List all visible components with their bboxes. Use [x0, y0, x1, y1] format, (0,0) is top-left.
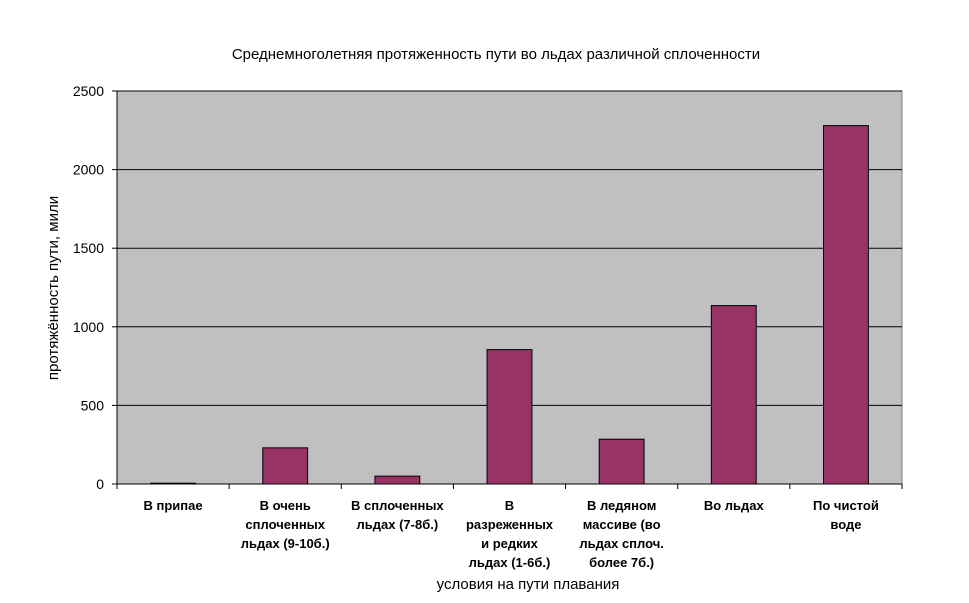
bar — [599, 439, 644, 484]
chart-title: Среднемноголетняя протяженность пути во льдах различной сплоченности — [231, 46, 761, 63]
x-category-labels — [144, 498, 879, 570]
y-tick-label: 1000 — [72, 318, 104, 335]
bar — [487, 350, 532, 484]
y-tick-label: 500 — [80, 397, 104, 414]
y-tick-label: 2500 — [72, 83, 104, 99]
bar — [263, 448, 308, 484]
bar — [375, 476, 420, 484]
x-category-label: В очень сплоченных льдах (9-10б.) — [240, 498, 330, 551]
x-category-label: В сплоченных льдах (7-8б.) — [351, 498, 444, 532]
y-tick-label: 0 — [96, 476, 104, 492]
x-category-label: Во льдах — [703, 498, 764, 513]
y-axis-title: протяжённость пути, мили — [45, 195, 62, 381]
y-tick-label: 1500 — [72, 240, 104, 257]
x-category-label: В ледяном массиве (во льдах сплоч. более 7б.) — [579, 498, 664, 570]
bar — [824, 126, 869, 484]
x-axis-title: условия на пути плавания — [436, 576, 620, 593]
x-category-label: В разреженных и редких льдах (1-6б.) — [465, 498, 554, 570]
y-tick-labels — [73, 83, 104, 492]
y-tick-label: 2000 — [72, 161, 104, 178]
x-category-label: В припае — [143, 498, 203, 513]
x-category-label: По чистой воде — [813, 498, 879, 532]
bar — [711, 306, 756, 484]
